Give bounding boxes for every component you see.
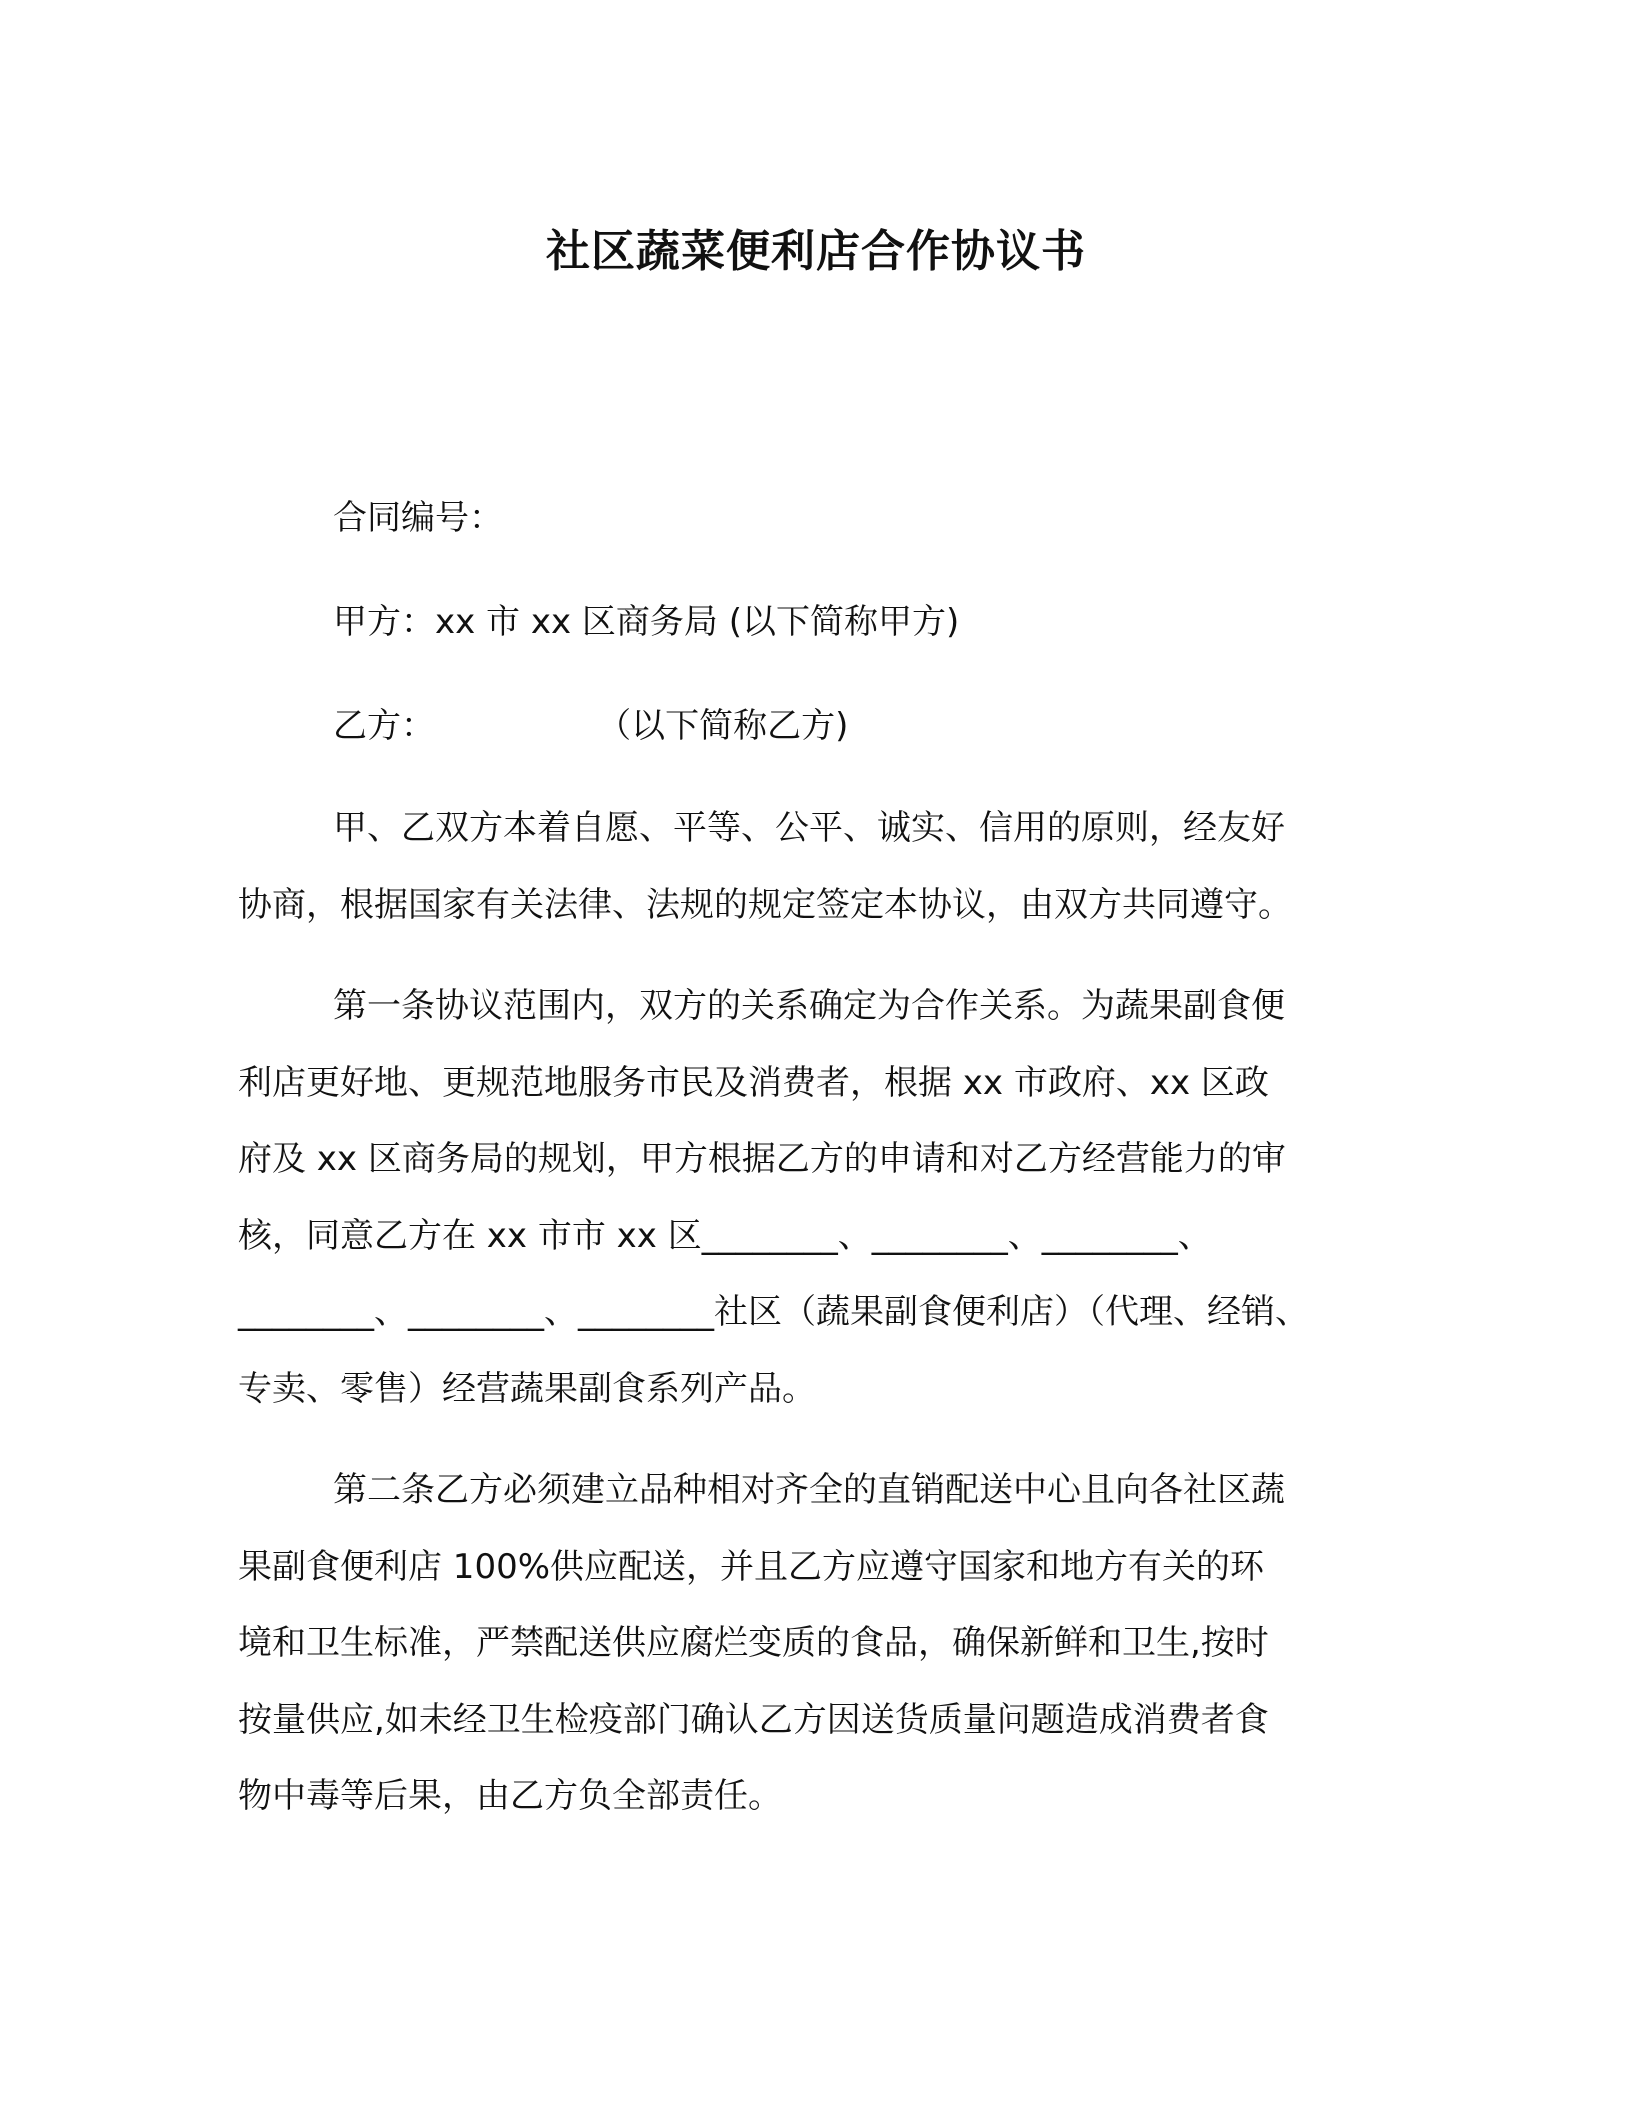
- article-2-line: 果副食便利店 100%供应配送，并且乙方应遵守国家和地方有关的环: [238, 1546, 1265, 1587]
- intro-paragraph: [238, 790, 1408, 943]
- party-a-line: 甲方：xx 市 xx 区商务局 (以下简称甲方): [333, 602, 960, 642]
- article-2-line: 境和卫生标准，严禁配送供应腐烂变质的食品，确保新鲜和卫生,按时: [238, 1623, 1269, 1663]
- intro-line: 协商，根据国家有关法律、法规的规定签定本协议，由双方共同遵守。: [238, 884, 1292, 925]
- document-title: 社区蔬菜便利店合作协议书: [546, 226, 1086, 277]
- article-2-line: 第二条乙方必须建立品种相对齐全的直销配送中心且向各社区蔬: [333, 1470, 1285, 1510]
- article-2-paragraph: [238, 1452, 1408, 1835]
- party-b-line: 乙方： （以下简称乙方): [333, 706, 849, 746]
- article-1-paragraph: [238, 968, 1408, 1427]
- article-2-line: 按量供应,如未经卫生检疫部门确认乙方因送货质量问题造成消费者食: [238, 1699, 1269, 1740]
- contract-number-line: 合同编号：: [333, 498, 503, 538]
- article-2-line: 物中毒等后果，由乙方负全部责任。: [238, 1776, 782, 1816]
- article-1-line: 第一条协议范围内，双方的关系确定为合作关系。为蔬果副食便: [333, 986, 1285, 1026]
- intro-line: 甲、乙双方本着自愿、平等、公平、诚实、信用的原则，经友好: [333, 808, 1285, 848]
- article-1-line: 利店更好地、更规范地服务市民及消费者，根据 xx 市政府、xx 区政: [238, 1062, 1269, 1103]
- article-1-line: 府及 xx 区商务局的规划，甲方根据乙方的申请和对乙方经营能力的审: [238, 1139, 1286, 1179]
- article-1-line: ________、________、________社区（蔬果副食便利店）（代理、经销、: [238, 1292, 1309, 1332]
- article-1-line: 专卖、零售）经营蔬果副食系列产品。: [238, 1368, 816, 1409]
- article-1-line: 核，同意乙方在 xx 市市 xx 区________、________、________、: [238, 1215, 1212, 1256]
